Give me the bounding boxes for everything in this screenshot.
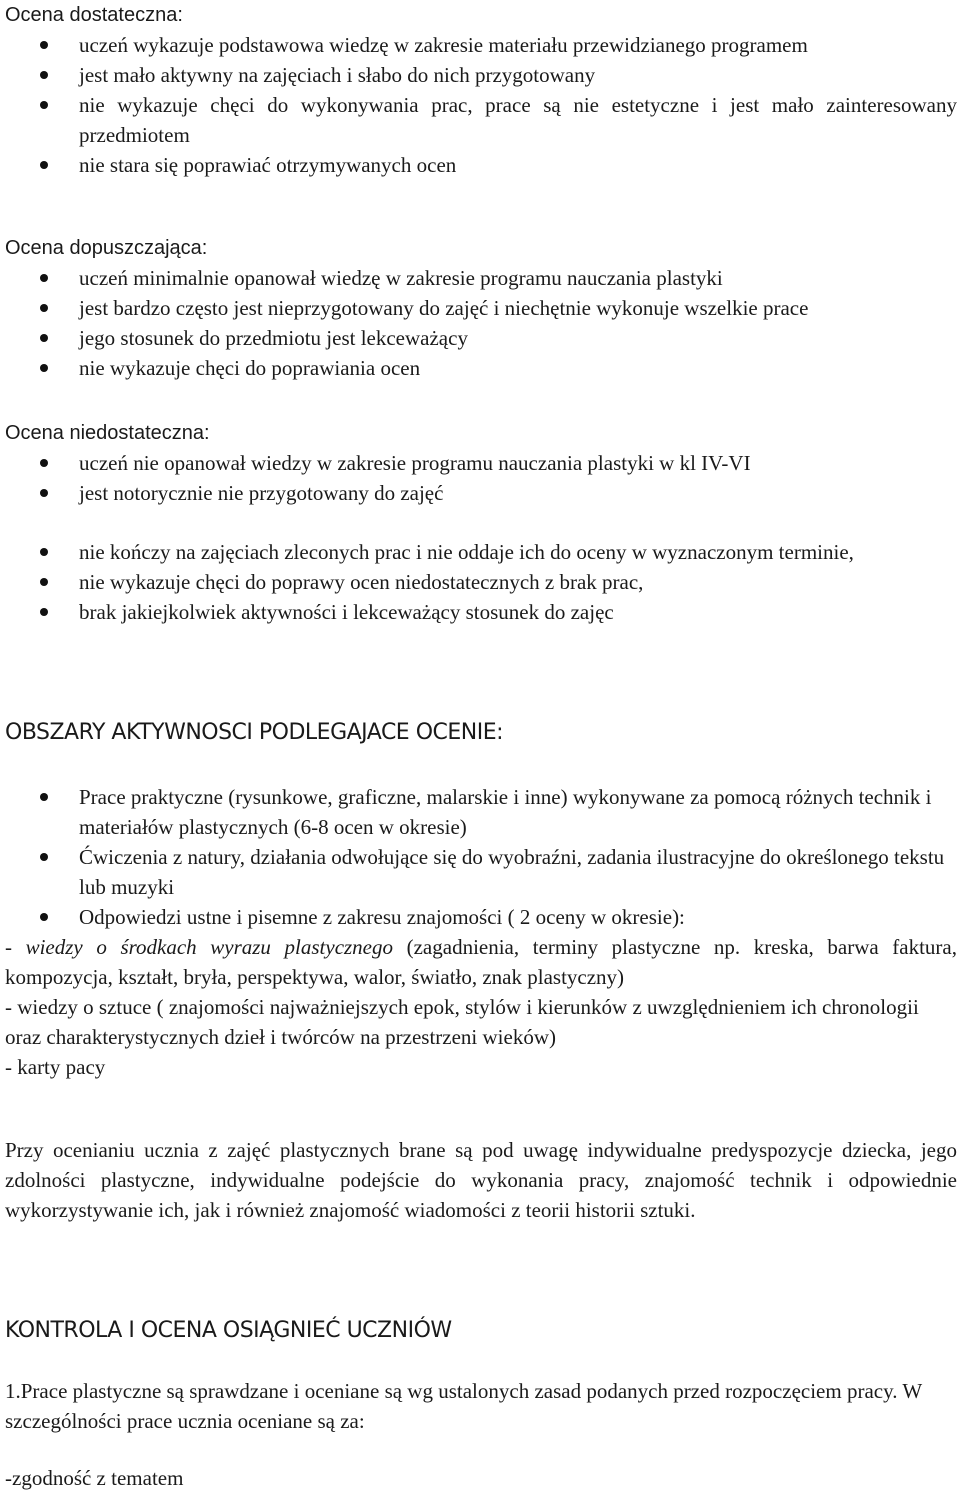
list-item: nie wykazuje chęci do poprawiania ocen [5,353,957,383]
list-item: nie kończy na zajęciach zleconych prac i nie oddaje ich do oceny w wyznaczonym terminie, [5,537,957,567]
list-item: uczeń nie opanował wiedzy w zakresie programu nauczania plastyki w kl IV-VI [5,448,957,478]
obszary-line-wiedza-srodki [5,932,957,992]
obszary-line-wiedza-sztuka: - wiedzy o sztuce ( znajomości najważniejszych epok, stylów i kierunków z uwzględnieniem ich chronologii oraz charakterystycznych dzieł i twórców na przestrzeni wieków) [5,995,919,1049]
section-niedostateczna [5,418,957,508]
list-dostateczna [5,30,957,180]
heading-obszary: OBSZARY AKTYWNOSCI PODLEGAJACE OCENIE: [5,720,504,745]
list-item: Odpowiedzi ustne i pisemne z zakresu znajomości ( 2 oceny w okresie): [5,902,957,932]
list-item: nie wykazuje chęci do wykonywania prac, prace są nie estetyczne i jest mało zainteresowany przedmiotem [5,90,957,150]
list-obszary [5,782,957,932]
list-item: nie stara się poprawiać otrzymywanych ocen [5,150,957,180]
section-kontrola-2 [5,1463,957,1493]
heading-dopuszczajaca: Ocena dopuszczająca: [5,237,208,259]
list-item: uczeń minimalnie opanował wiedzę w zakresie programu nauczania plastyki [5,263,957,293]
section-obszary [5,782,957,1082]
line-rest: (zagadnienia, terminy plastyczne np. kreska, barwa faktura, kompozycja, kształt, bryła, perspektywa, walor, światło, znak plastyczny) [5,935,957,989]
heading-niedostateczna: Ocena niedostateczna: [5,422,210,444]
kontrola-item: -zgodność z tematem [5,1466,184,1490]
section-niedostateczna-cont [5,537,957,627]
assessment-paragraph: Przy ocenianiu ucznia z zajęć plastycznych brane są pod uwagę indywidualne predyspozycje dziecka, jego zdolności plastyczne, indywidualne podejście do wykonania pracy, znajomość technik i odpowiednie wykorzystywanie ich, jak i również znajomość wiadomości z teorii historii sztuki. [5,1138,957,1222]
list-item: Ćwiczenia z natury, działania odwołujące się do wyobraźni, zadania ilustracyjne do określonego tekstu lub muzyki [5,842,957,902]
list-item: nie wykazuje chęci do poprawy ocen niedostatecznych z brak prac, [5,567,957,597]
section-dopuszczajaca [5,233,957,383]
section-paragraph [5,1135,957,1225]
list-item: jest bardzo często jest nieprzygotowany do zajęć i niechętnie wykonuje wszelkie prace [5,293,957,323]
section-kontrola-heading [5,1316,957,1346]
section-kontrola [5,1376,957,1436]
list-item: Prace praktyczne (rysunkowe, graficzne, malarskie i inne) wykonywane za pomocą różnych technik i materiałów plastycznych (6-8 ocen w okresie) [5,782,957,842]
section-obszary-heading [5,718,957,748]
heading-dostateczna: Ocena dostateczna: [5,4,183,26]
list-item: jego stosunek do przedmiotu jest lekceważący [5,323,957,353]
list-item: jest mało aktywny na zajęciach i słabo do nich przygotowany [5,60,957,90]
dash: - [5,935,26,959]
list-dopuszczajaca [5,263,957,383]
section-dostateczna [5,0,957,180]
list-item: uczeń wykazuje podstawowa wiedzę w zakresie materiału przewidzianego programem [5,30,957,60]
list-niedostateczna-2 [5,537,957,627]
heading-kontrola: KONTROLA I OCENA OSIĄGNIEĆ UCZNIÓW [5,1318,452,1343]
list-item: brak jakiejkolwiek aktywności i lekceważący stosunek do zajęc [5,597,957,627]
list-item: jest notorycznie nie przygotowany do zajęć [5,478,957,508]
italic-phrase: wiedzy o środkach wyrazu plastycznego [25,935,394,959]
obszary-line-karty: - karty pacy [5,1055,106,1079]
kontrola-paragraph: 1.Prace plastyczne są sprawdzane i oceniane są wg ustalonych zasad podanych przed rozpoczęciem pracy. W szczególności prace ucznia oceniane są za: [5,1379,922,1433]
list-niedostateczna [5,448,957,508]
